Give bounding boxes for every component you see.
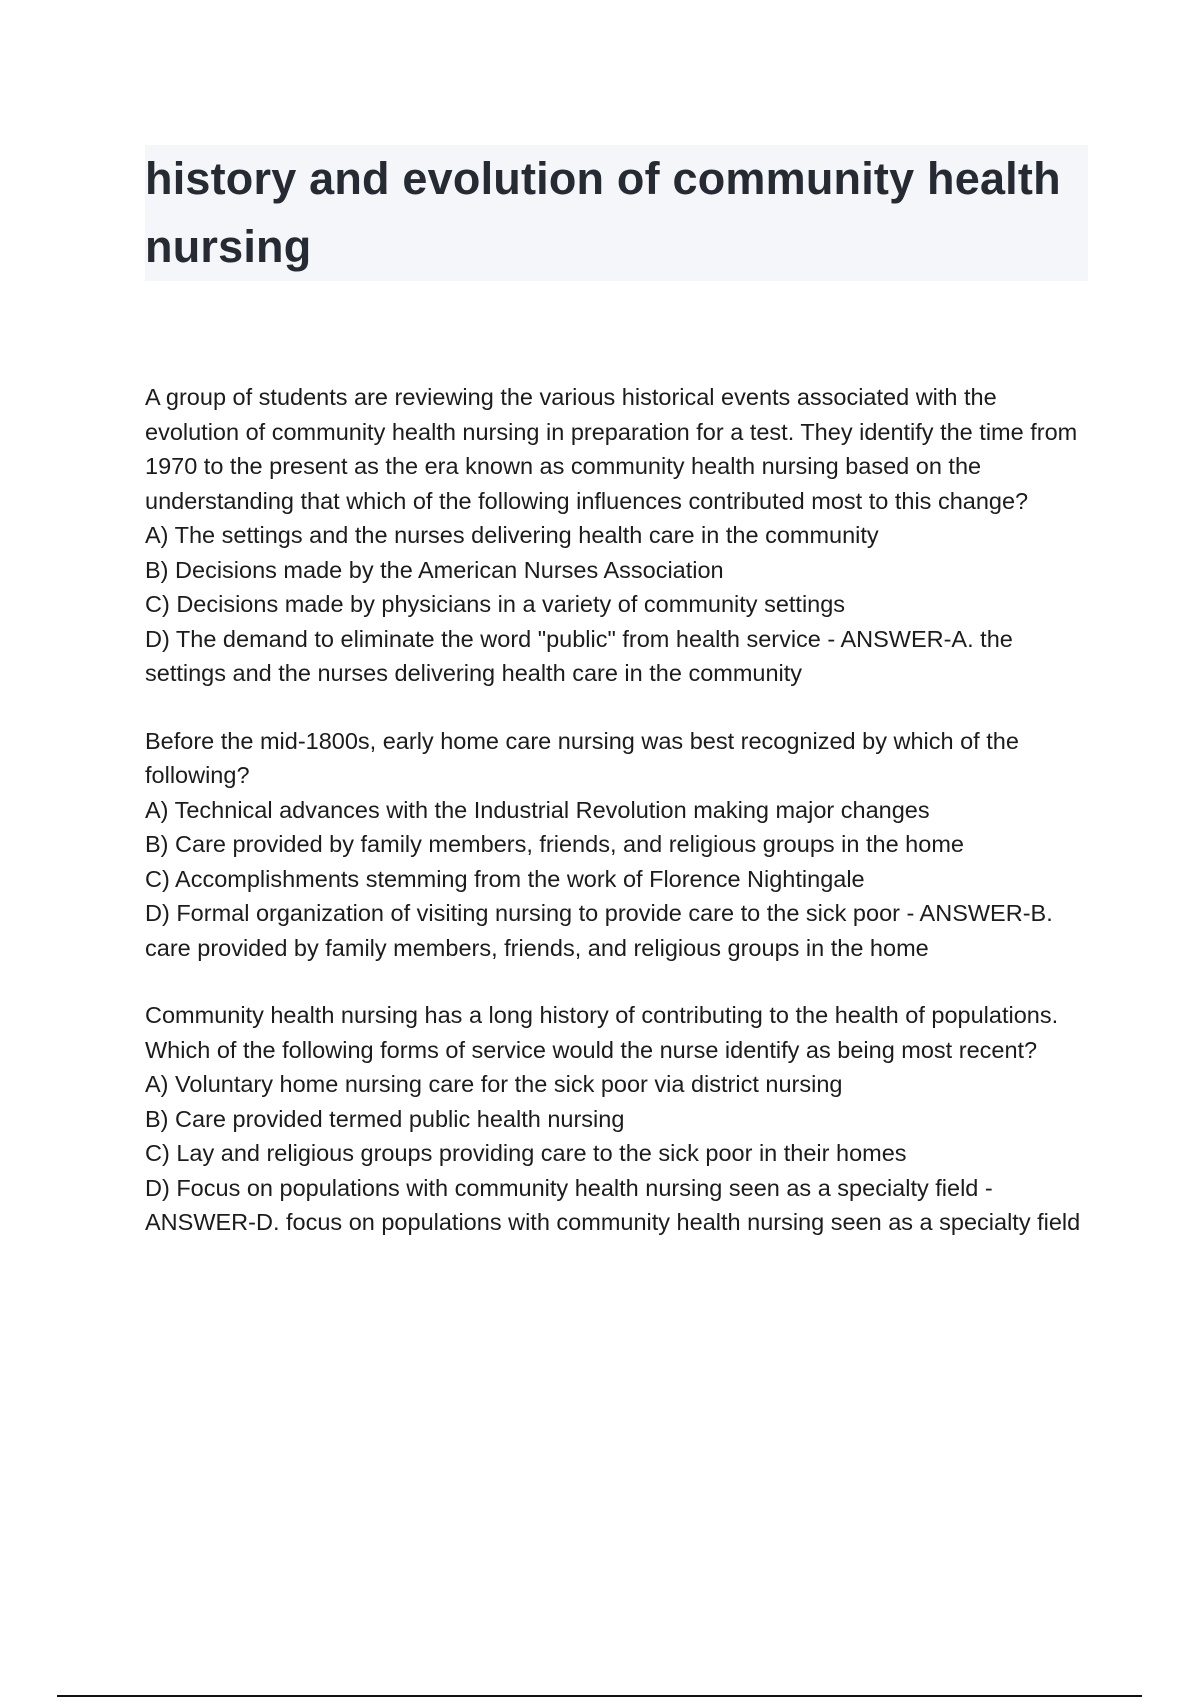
option-c: C) Accomplishments stemming from the work of Florence Nightingale [145,865,865,892]
page-bottom-divider [57,1695,1142,1697]
option-b: B) Care provided by family members, friends, and religious groups in the home [145,831,964,857]
question-stem: A group of students are reviewing the various historical events associated with the evolution of community health nursing in preparation for a test. They identify the time from 1970 to the present as the era known as community health nursing based on the understanding that which of the following influences contributed most to this change? [145,384,1078,514]
option-d-answer: D) Formal organization of visiting nursing to provide care to the sick poor - ANSWER-B. care provided by family members, friends, and religious groups in the home [145,900,1053,961]
question-stem: Community health nursing has a long history of contributing to the health of populations. Which of the following forms of service would the nurse identify as being most recent? [145,1002,1059,1063]
questions-list [145,380,1095,1273]
option-b: B) Decisions made by the American Nurses Association [145,556,724,583]
option-d-answer: D) Focus on populations with community health nursing seen as a specialty field - ANSWER-D. focus on populations with community health nursing seen as a specialty field [145,1174,1081,1235]
page-title: history and evolution of community health nursing [145,153,1061,272]
question-block-2 [145,724,1095,966]
option-a: A) The settings and the nurses delivering health care in the community [145,522,879,548]
option-c: C) Decisions made by physicians in a variety of community settings [145,591,846,617]
option-c: C) Lay and religious groups providing care to the sick poor in their homes [145,1140,907,1166]
option-a: A) Voluntary home nursing care for the sick poor via district nursing [145,1071,843,1097]
question-block-3 [145,998,1095,1240]
title-banner [145,145,1088,281]
question-block-1 [145,380,1095,691]
option-b: B) Care provided termed public health nursing [145,1105,625,1132]
option-a: A) Technical advances with the Industrial Revolution making major changes [145,796,930,823]
option-d-answer: D) The demand to eliminate the word "public" from health service - ANSWER-A. the settings and the nurses delivering health care in the community [145,625,1013,686]
question-stem: Before the mid-1800s, early home care nursing was best recognized by which of the following? [145,727,1019,788]
